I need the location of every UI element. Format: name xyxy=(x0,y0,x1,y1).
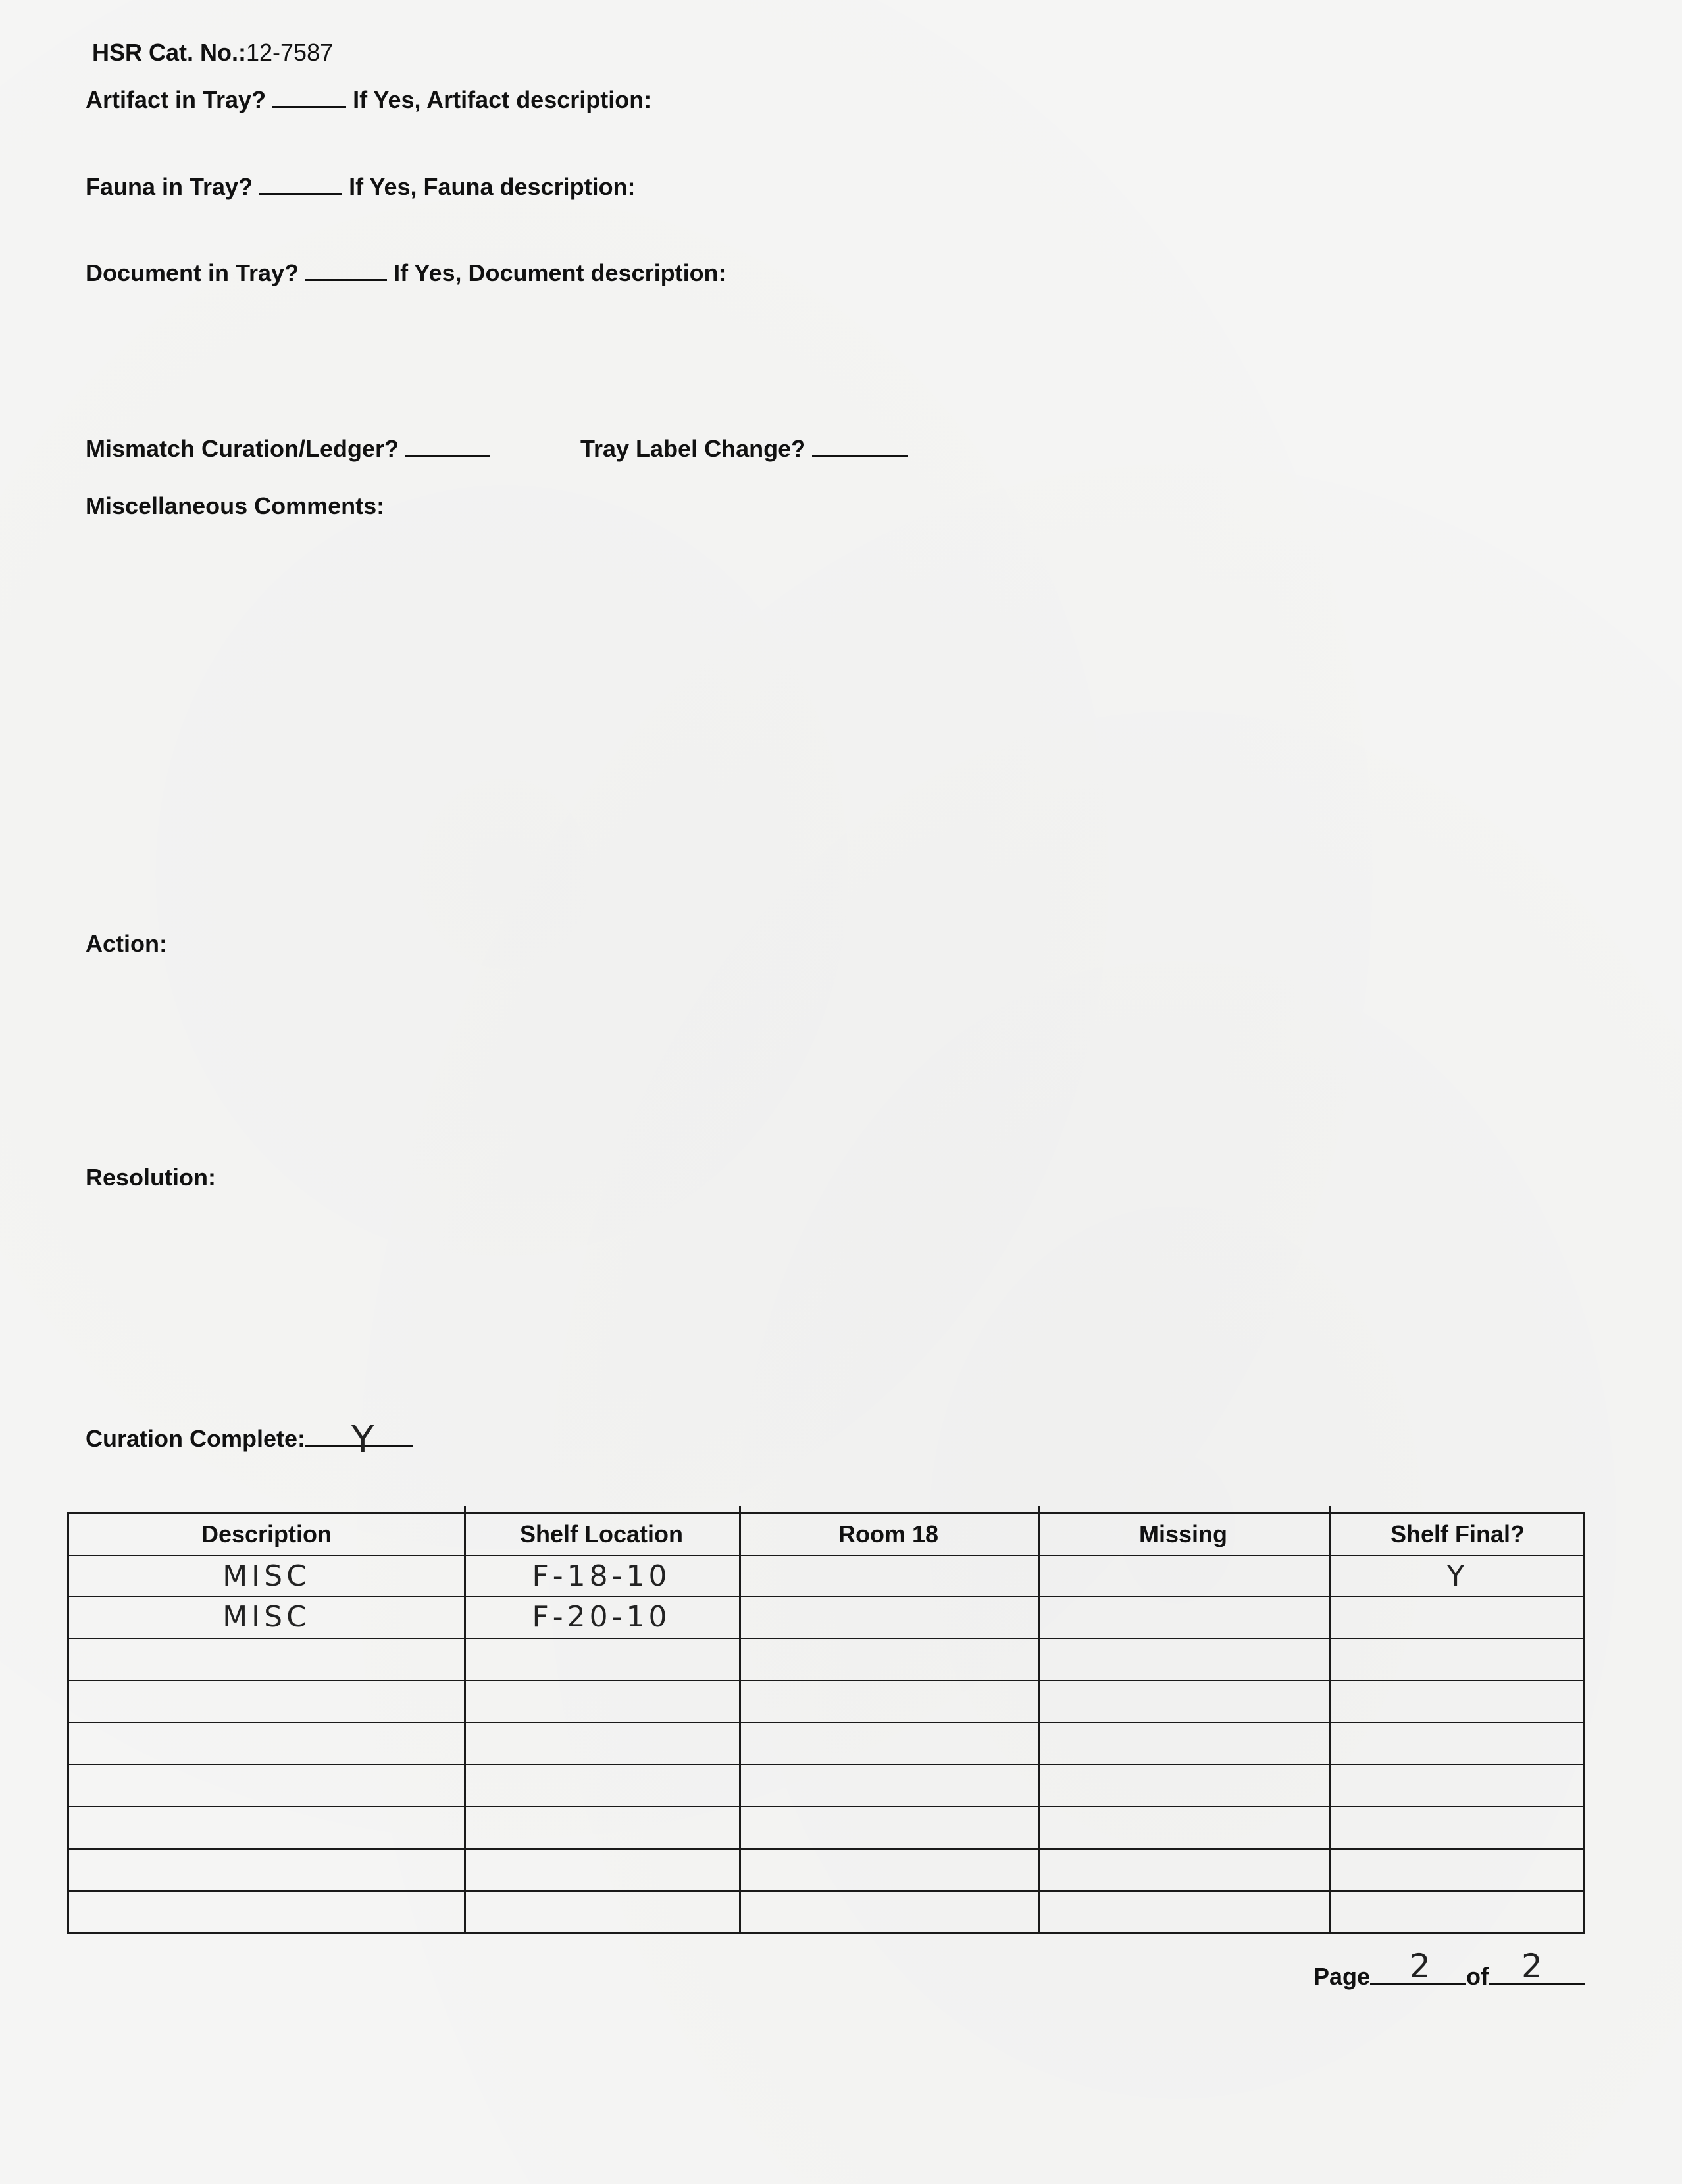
cell-missing[interactable] xyxy=(1038,1638,1329,1680)
header-room-18: Room 18 xyxy=(838,1521,939,1547)
fauna-blank[interactable] xyxy=(259,192,342,195)
page-label: Page xyxy=(1313,1963,1371,1990)
cell-shelf-location[interactable] xyxy=(464,1638,739,1680)
cell-room-18[interactable] xyxy=(739,1764,1038,1806)
cell-description[interactable] xyxy=(69,1680,464,1722)
cell-shelf-final[interactable] xyxy=(1329,1638,1587,1680)
curation-complete-value: Y xyxy=(351,1418,377,1461)
cell-description[interactable] xyxy=(69,1848,464,1890)
cell-shelf-location[interactable] xyxy=(464,1680,739,1722)
fauna-desc-label: If Yes, Fauna description: xyxy=(349,173,636,200)
cell-room-18[interactable] xyxy=(739,1680,1038,1722)
misc-comments-label: Miscellaneous Comments: xyxy=(86,492,385,519)
document-desc-label: If Yes, Document description: xyxy=(394,259,726,286)
cell-shelf-final[interactable] xyxy=(1329,1806,1587,1848)
catalog-number-label: HSR Cat. No.: xyxy=(92,39,246,66)
cell-room-18[interactable] xyxy=(739,1638,1038,1680)
cell-room-18[interactable] xyxy=(739,1596,1038,1638)
header-missing: Missing xyxy=(1138,1521,1227,1547)
cell-description[interactable] xyxy=(69,1638,464,1680)
cell-shelf-final[interactable] xyxy=(1329,1764,1587,1806)
cell-room-18[interactable] xyxy=(739,1890,1038,1934)
catalog-number xyxy=(92,41,333,65)
cell-description[interactable]: MISC xyxy=(222,1599,311,1634)
cell-missing[interactable] xyxy=(1038,1890,1329,1934)
resolution-label: Resolution: xyxy=(86,1164,216,1191)
cell-missing[interactable] xyxy=(1038,1806,1329,1848)
tray-label-change-label: Tray Label Change? xyxy=(580,435,806,462)
cell-shelf-location[interactable] xyxy=(464,1764,739,1806)
cell-description[interactable] xyxy=(69,1722,464,1764)
mismatch-row xyxy=(86,437,490,461)
document-blank[interactable] xyxy=(305,278,387,281)
tracking-table xyxy=(67,1512,1585,1934)
document-row xyxy=(86,261,726,285)
catalog-number-value: 12-7587 xyxy=(246,39,334,66)
mismatch-label: Mismatch Curation/Ledger? xyxy=(86,435,399,462)
cell-shelf-final[interactable]: Y xyxy=(1446,1559,1469,1593)
cell-shelf-location[interactable]: F-18-10 xyxy=(532,1559,671,1593)
cell-room-18[interactable] xyxy=(739,1806,1038,1848)
tray-label-change-row xyxy=(580,437,908,461)
of-label: of xyxy=(1466,1963,1489,1990)
cell-missing[interactable] xyxy=(1038,1596,1329,1638)
mismatch-blank[interactable] xyxy=(405,454,490,457)
cell-missing[interactable] xyxy=(1038,1764,1329,1806)
cell-description[interactable] xyxy=(69,1764,464,1806)
fauna-label: Fauna in Tray? xyxy=(86,173,253,200)
cell-shelf-location[interactable] xyxy=(464,1806,739,1848)
artifact-desc-label: If Yes, Artifact description: xyxy=(353,86,652,113)
fauna-row xyxy=(86,175,636,199)
cell-missing[interactable] xyxy=(1038,1680,1329,1722)
cell-description[interactable] xyxy=(69,1806,464,1848)
artifact-blank[interactable] xyxy=(272,105,346,108)
document-label: Document in Tray? xyxy=(86,259,299,286)
action-label: Action: xyxy=(86,930,167,957)
page-total-value: 2 xyxy=(1521,1947,1545,1985)
cell-shelf-location[interactable] xyxy=(464,1722,739,1764)
cell-shelf-final[interactable] xyxy=(1329,1890,1587,1934)
cell-shelf-final[interactable] xyxy=(1329,1680,1587,1722)
cell-shelf-final[interactable] xyxy=(1329,1722,1587,1764)
artifact-label: Artifact in Tray? xyxy=(86,86,267,113)
curation-complete-label: Curation Complete: xyxy=(86,1425,306,1452)
cell-shelf-location[interactable] xyxy=(464,1848,739,1890)
tray-label-change-blank[interactable] xyxy=(812,454,908,457)
cell-room-18[interactable] xyxy=(739,1722,1038,1764)
cell-shelf-location[interactable]: F-20-10 xyxy=(532,1599,671,1634)
header-description: Description xyxy=(201,1521,332,1547)
cell-room-18[interactable] xyxy=(739,1848,1038,1890)
cell-shelf-final[interactable] xyxy=(1329,1596,1587,1638)
page-number-value: 2 xyxy=(1410,1947,1433,1985)
cell-missing[interactable] xyxy=(1038,1555,1329,1597)
cell-shelf-final[interactable] xyxy=(1329,1848,1587,1890)
header-shelf-location: Shelf Location xyxy=(519,1521,683,1547)
artifact-row xyxy=(86,88,651,112)
cell-room-18[interactable] xyxy=(739,1555,1038,1597)
cell-missing[interactable] xyxy=(1038,1848,1329,1890)
cell-description[interactable]: MISC xyxy=(222,1559,311,1593)
cell-missing[interactable] xyxy=(1038,1722,1329,1764)
header-shelf-final: Shelf Final? xyxy=(1390,1521,1525,1547)
cell-description[interactable] xyxy=(69,1890,464,1934)
cell-shelf-location[interactable] xyxy=(464,1890,739,1934)
